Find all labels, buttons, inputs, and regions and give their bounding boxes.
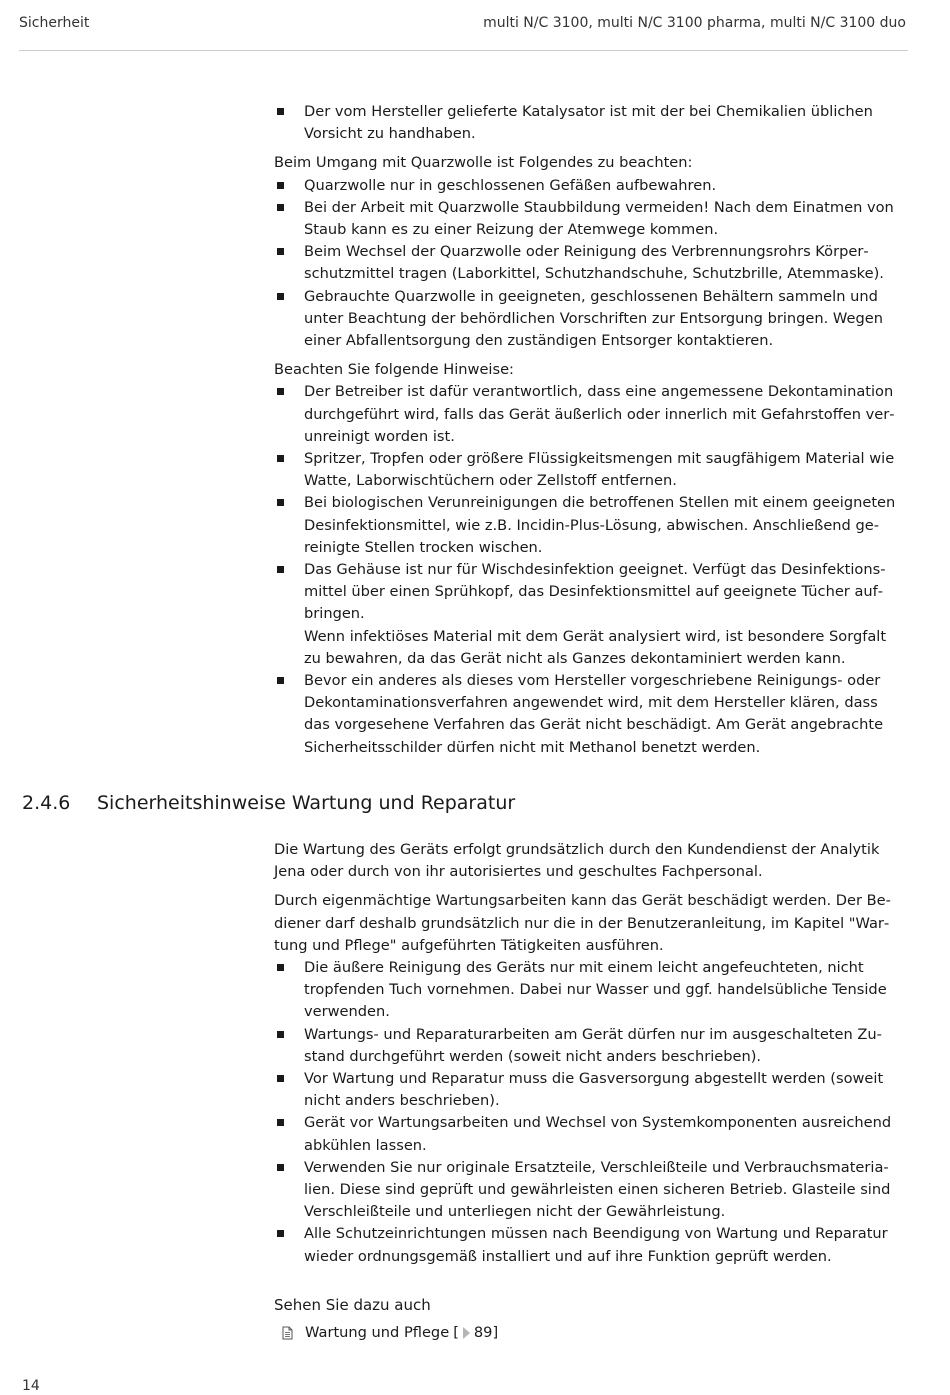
list-item: Alle Schutzeinrichtungen müssen nach Beendigung von Wartung und Reparatur wieder ordnungsgemäß installiert und auf ihre Funktion geprüft werden. <box>274 1223 904 1267</box>
see-also-page-ref[interactable]: 89 <box>473 1324 493 1342</box>
square-bullet-icon <box>277 455 284 462</box>
quartz-intro: Beim Umgang mit Quarzwolle ist Folgendes zu beachten: <box>274 154 693 172</box>
see-also-link-label[interactable]: Wartung und Pflege <box>305 1324 450 1342</box>
list-item: Bei biologischen Verunreinigungen die betroffenen Stellen mit einem geeigneten Desinfektionsmittel, wie z.B. Incidin-Plus-Lösung, abwischen. Anschließend gereinigte Stellen trocken wischen. <box>274 492 904 559</box>
list-item: Der Betreiber ist dafür verantwortlich, dass eine angemessene Dekontamination durchgeführt wird, falls das Gerät äußerlich oder innerlich mit Gefahrstoffen verunreinigt worden ist. <box>274 381 904 448</box>
square-bullet-icon <box>277 248 284 255</box>
hints-intro: Beachten Sie folgende Hinweise: <box>274 361 514 379</box>
header-section-title: Sicherheit <box>19 15 90 31</box>
page-number: 14 <box>22 1378 40 1394</box>
list-item: Quarzwolle nur in geschlossenen Gefäßen aufbewahren. <box>274 175 904 197</box>
infectious-material-note: Wenn infektiöses Material mit dem Gerät analysiert wird, ist besondere Sorgfalt zu bewahren, da das Gerät nicht als Ganzes dekontaminiert werden kann. <box>304 627 887 667</box>
list-item: Die äußere Reinigung des Geräts nur mit einem leicht angefeuchteten, nicht tropfenden Tuch vornehmen. Dabei nur Wasser und ggf. handelsübliche Tenside verwenden. <box>274 957 904 1024</box>
square-bullet-icon <box>277 1230 284 1237</box>
square-bullet-icon <box>277 677 284 684</box>
list-item: Beim Wechsel der Quarzwolle oder Reinigung des Verbrennungsrohrs Körperschutzmittel tragen (Laborkittel, Schutzhandschuhe, Schutzbrille, Atemmaske). <box>274 241 904 285</box>
list-item: Bevor ein anderes als dieses vom Hersteller vorgeschriebene Reinigungs- oder Dekontaminationsverfahren angewendet wird, mit dem Hersteller klären, dass das vorgesehene Verfahren das Gerät nicht beschädigt. Am Gerät angebrachte Sicherheitsschilder dürfen nicht mit Methanol benetzt werden. <box>274 670 904 759</box>
square-bullet-icon <box>277 1075 284 1082</box>
maintenance-paragraph-1: Die Wartung des Geräts erfolgt grundsätzlich durch den Kundendienst der Analytik Jena oder durch von ihr autorisiertes und geschultes Fachpersonal. <box>274 841 880 881</box>
section-number: 2.4.6 <box>22 792 71 814</box>
lower-content <box>274 839 904 1344</box>
header-product-title: multi N/C 3100, multi N/C 3100 pharma, multi N/C 3100 duo <box>483 15 906 31</box>
list-item: Bei der Arbeit mit Quarzwolle Staubbildung vermeiden! Nach dem Einatmen von Staub kann es zu einer Reizung der Atemwege kommen. <box>274 197 904 241</box>
maintenance-list <box>274 957 904 1268</box>
square-bullet-icon <box>277 388 284 395</box>
quartz-list <box>274 175 904 353</box>
square-bullet-icon <box>277 566 284 573</box>
square-bullet-icon <box>277 182 284 189</box>
section-heading <box>22 792 515 814</box>
see-also-bracket-open: [ <box>453 1324 459 1342</box>
section-title: Sicherheitshinweise Wartung und Reparatur <box>97 792 516 814</box>
square-bullet-icon <box>277 1164 284 1171</box>
list-item: Vor Wartung und Reparatur muss die Gasversorgung abgestellt werden (soweit nicht anders beschrieben). <box>274 1068 904 1112</box>
square-bullet-icon <box>277 108 284 115</box>
square-bullet-icon <box>277 1119 284 1126</box>
upper-content <box>274 101 904 759</box>
see-also-title: Sehen Sie dazu auch <box>274 1295 431 1314</box>
header-divider <box>19 50 908 51</box>
see-also-bracket-close: ] <box>492 1324 499 1342</box>
square-bullet-icon <box>277 964 284 971</box>
square-bullet-icon <box>277 293 284 300</box>
catalyst-list <box>274 101 904 145</box>
hints-list <box>274 381 904 758</box>
list-item: Verwenden Sie nur originale Ersatzteile, Verschleißteile und Verbrauchsmaterialien. Diese sind geprüft und gewährleisten einen sicheren Betrieb. Glasteile sind Verschleißteile und unterliegen nicht der Gewährleistung. <box>274 1157 904 1224</box>
see-also-link[interactable] <box>274 1322 904 1344</box>
list-item: Der vom Hersteller gelieferte Katalysator ist mit der bei Chemikalien üblichen Vorsicht zu handhaben. <box>274 101 904 145</box>
list-item: Spritzer, Tropfen oder größere Flüssigkeitsmengen mit saugfähigem Material wie Watte, Laborwischtüchern oder Zellstoff entfernen. <box>274 448 904 492</box>
square-bullet-icon <box>277 204 284 211</box>
maintenance-paragraph-2: Durch eigenmächtige Wartungsarbeiten kann das Gerät beschädigt werden. Der Bediener darf deshalb grundsätzlich nur die in der Benutzeranleitung, im Kapitel "Wartung und Pflege" aufgeführten Tätigkeiten ausführen. <box>274 892 891 954</box>
list-item: Gerät vor Wartungsarbeiten und Wechsel von Systemkomponenten ausreichend abkühlen lassen. <box>274 1112 904 1156</box>
document-icon <box>282 1326 293 1340</box>
list-item: Gebrauchte Quarzwolle in geeigneten, geschlossenen Behältern sammeln und unter Beachtung der behördlichen Vorschriften zur Entsorgung bringen. Wegen einer Abfallentsorgung den zuständigen Entsorger kontaktieren. <box>274 286 904 353</box>
list-item: Wartungs- und Reparaturarbeiten am Gerät dürfen nur im ausgeschalteten Zustand durchgeführt werden (soweit nicht anders beschrieben). <box>274 1024 904 1068</box>
triangle-right-icon <box>463 1327 470 1339</box>
square-bullet-icon <box>277 499 284 506</box>
list-item: Das Gehäuse ist nur für Wischdesinfektion geeignet. Verfügt das Desinfektionsmittel über einen Sprühkopf, das Desinfektionsmittel auf geeignete Tücher aufbringen. Wenn infektiöses Material mit dem Gerät analysiert wird, ist besondere Sorgfalt zu bewahren, da das Gerät nicht als Ganzes dekontaminiert werden kann. <box>274 559 904 670</box>
square-bullet-icon <box>277 1031 284 1038</box>
